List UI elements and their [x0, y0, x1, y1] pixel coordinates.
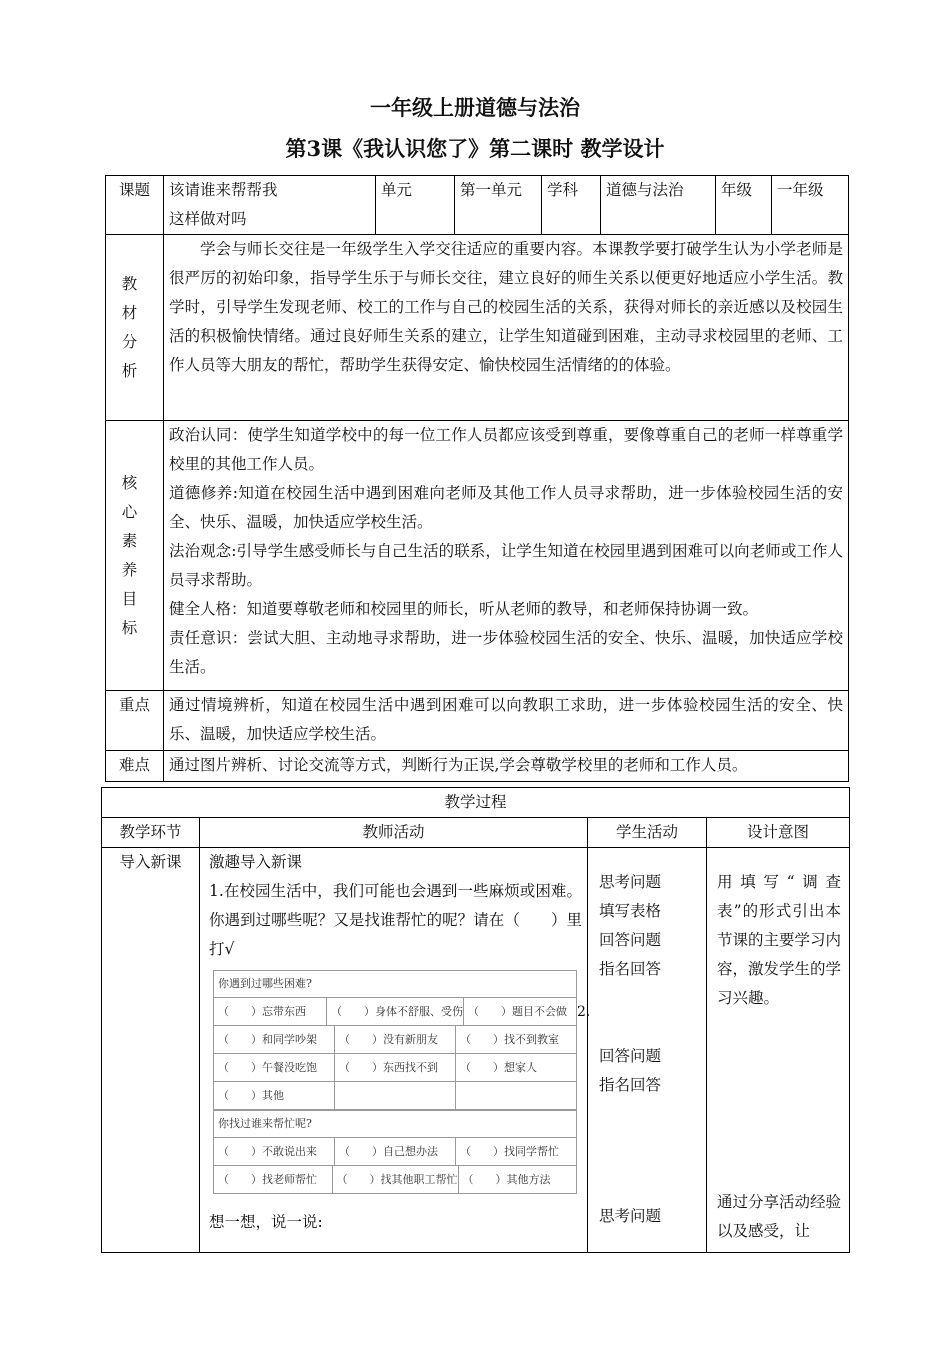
teacher-item1: 1.在校园生活中，我们可能也会遇到一些麻烦或困难。你遇到过哪些呢？又是找谁帮忙的呢？请在（ ）里打√	[209, 882, 582, 958]
analysis-label	[106, 235, 164, 421]
analysis-label-line2: 分析	[121, 332, 148, 380]
goal-law: 法治观念:引导学生感受师长与自己生活的联系，让学生知道在校园里遇到困难可以向老师或工作人员寻求帮助。	[169, 542, 843, 589]
difficulty-text: 通过图片辨析、讨论交流等方式，判断行为正误,学会尊敬学校里的老师和工作人员。	[164, 751, 849, 782]
stray-number: 2.	[577, 1004, 591, 1020]
teaching-process-table	[101, 787, 850, 1253]
survey-q2: 你找过谁来帮忙呢?	[214, 1110, 576, 1138]
col-stage-header: 教学环节	[102, 818, 200, 848]
survey-image	[213, 970, 577, 1194]
stage-intro: 导入新课	[102, 848, 200, 1253]
goal-responsibility: 责任意识：尝试大胆、主动地寻求帮助，进一步体验校园生活的安全、快乐、温暖，加快适应学校生活。	[169, 629, 843, 676]
unit-label: 单元	[376, 176, 455, 235]
survey-q1: 你遇到过哪些困难?	[214, 971, 576, 998]
student-activity-line: 回答问题	[599, 1047, 662, 1065]
intent-1: 用填写“调查表”的形式引出本节课的主要学习内容，激发学生的学习兴趣。	[717, 873, 842, 1007]
teacher-heading: 激趣导入新课	[209, 853, 303, 871]
col-intent-header: 设计意图	[707, 818, 850, 848]
goals-label-line1: 核心	[121, 473, 148, 521]
student-activity-line: 思考问题	[599, 1207, 662, 1225]
goal-personality: 健全人格：知道要尊敬老师和校园里的师长，听从老师的教导，和老师保持协调一致。	[169, 600, 759, 618]
teacher-activity	[200, 848, 591, 1253]
key-point-label: 重点	[106, 691, 164, 751]
survey-row: （ ）其他	[214, 1082, 576, 1110]
survey-row: （ ）不敢说出来 （ ）自己想办法 （ ）找同学帮忙	[214, 1138, 576, 1166]
intent-2: 通过分享活动经验以及感受，让	[717, 1193, 842, 1240]
teacher-item2: 想一想，说一说:	[209, 1213, 323, 1231]
survey-row: （ ）和同学吵架 （ ）没有新朋友 （ ）找不到教室	[214, 1026, 576, 1054]
survey-row: （ ）忘带东西 （ ）身体不舒服、受伤 （ ）题目不会做	[214, 998, 576, 1026]
goal-moral: 道德修养:知道在校园生活中遇到困难向老师及其他工作人员寻求帮助，进一步体验校园生活的安全、快乐、温暖，加快适应学校生活。	[169, 484, 843, 531]
student-activity-line: 填写表格	[599, 902, 662, 920]
lesson-info-table	[105, 175, 849, 782]
survey-row: （ ）午餐没吃饱 （ ）东西找不到 （ ）想家人	[214, 1054, 576, 1082]
analysis-text: 学会与师长交往是一年级学生入学交往适应的重要内容。本课教学要打破学生认为小学老师是很严厉的初始印象，指导学生乐于与师长交往，建立良好的师生关系以便更好地适应小学生活。教学时，引导学生发现老师、校工的工作与自己的校园生活的关系，获得对师长的亲近感以及校园生活的积极愉快情绪。通过良好师生关系的建立，让学生知道碰到困难，主动寻求校园里的老师、工作人员等大朋友的帮忙，帮助学生获得安定、愉快校园生活情绪的的体验。	[164, 235, 849, 421]
student-activity-line: 回答问题	[599, 931, 662, 949]
student-activity-line: 指名回答	[599, 1076, 662, 1094]
goals-label-line3: 目标	[121, 589, 148, 637]
goal-political: 政治认同：使学生知道学校中的每一位工作人员都应该受到尊重，要像尊重自己的老师一样尊重学校里的其他工作人员。	[169, 426, 843, 473]
page-subtitle: 第3课《我认识您了》第二课时 教学设计	[285, 136, 665, 161]
difficulty-label: 难点	[106, 751, 164, 782]
student-activity	[588, 848, 707, 1253]
subject-value: 道德与法治	[601, 176, 716, 235]
topic-value	[164, 176, 376, 235]
unit-value: 第一单元	[455, 176, 542, 235]
col-student-header: 学生活动	[588, 818, 707, 848]
topic-label: 课题	[106, 176, 164, 235]
subject-label: 学科	[542, 176, 601, 235]
grade-label: 年级	[716, 176, 772, 235]
topic-line2: 这样做对吗	[169, 210, 247, 228]
goals-list	[164, 421, 849, 691]
goals-label-line2: 素养	[121, 531, 148, 579]
survey-row: （ ）找老师帮忙 （ ）找其他职工帮忙 （ ）其他方法	[214, 1166, 576, 1193]
col-teacher-header: 教师活动	[200, 818, 588, 848]
grade-value: 一年级	[772, 176, 849, 235]
goals-label	[106, 421, 164, 691]
student-activity-line: 思考问题	[599, 873, 662, 891]
analysis-label-line1: 教材	[121, 274, 148, 322]
key-point-text: 通过情境辨析，知道在校园生活中遇到困难可以向教职工求助，进一步体验校园生活的安全、快乐、温暖，加快适应学校生活。	[164, 691, 849, 751]
topic-line1: 该请谁来帮帮我	[169, 181, 278, 199]
page-title: 一年级上册道德与法治	[370, 95, 580, 120]
process-header: 教学过程	[102, 788, 850, 818]
design-intent	[707, 848, 850, 1253]
student-activity-line: 指名回答	[599, 960, 662, 978]
